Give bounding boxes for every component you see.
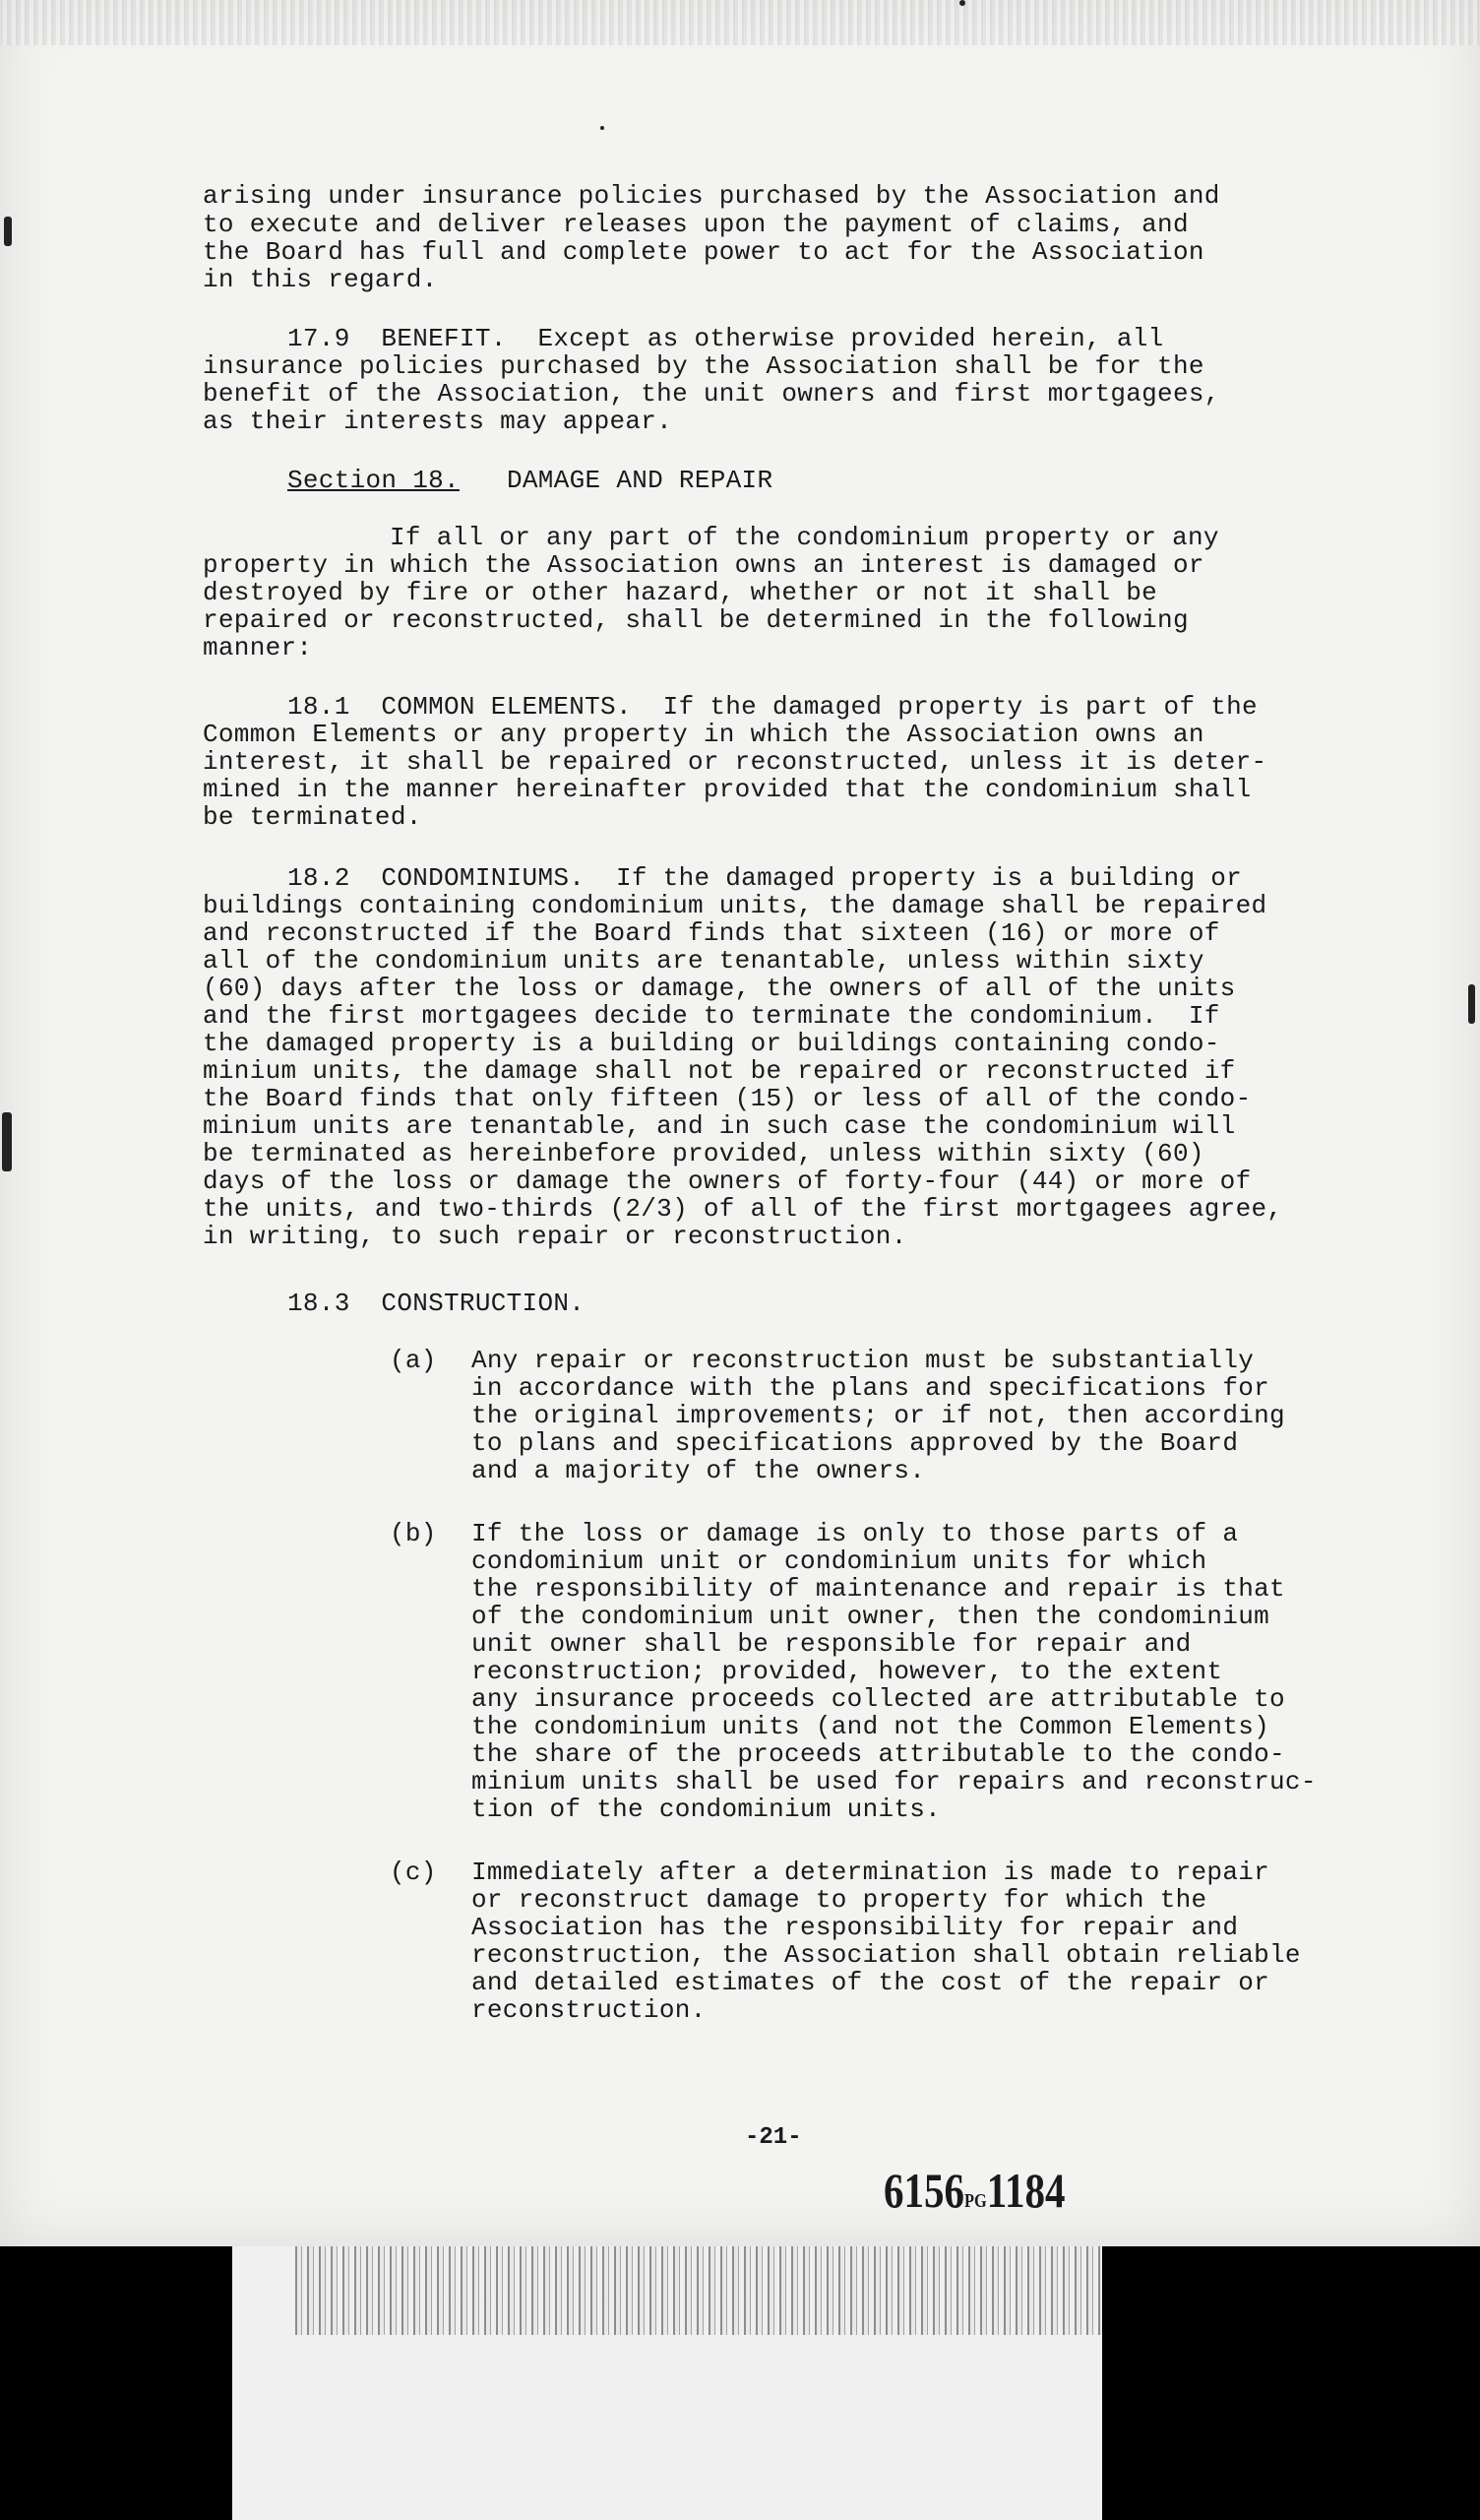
scan-speck (959, 0, 965, 6)
text-line: the Board finds that only fifteen (15) or less of all of the condo- (203, 1084, 1252, 1113)
text-line: If all or any part of the condominium property or any (390, 523, 1219, 552)
text-line: repaired or reconstructed, shall be determined in the following (203, 605, 1189, 635)
text-line: minium units shall be used for repairs and reconstruc- (471, 1767, 1317, 1796)
text-line: the units, and two-thirds (2/3) of all of the first mortgagees agree, (203, 1194, 1283, 1224)
text-line: arising under insurance policies purchased by the Association and (203, 181, 1220, 211)
text-line: of the condominium unit owner, then the condominium (471, 1602, 1270, 1631)
text-line: (c) (390, 1858, 437, 1887)
text-line: be terminated as hereinbefore provided, unless within sixty (60) (203, 1139, 1204, 1168)
text-line: as their interests may appear. (203, 407, 673, 436)
text-line: the damaged property is a building or buildings containing condo- (203, 1029, 1220, 1058)
text-line: condominium unit or condominium units for which (471, 1546, 1207, 1576)
text-line: destroyed by fire or other hazard, whether or not it shall be (203, 578, 1158, 607)
text-line: and the first mortgagees decide to terminate the condominium. If (203, 1001, 1220, 1031)
text-line: (a) (390, 1346, 437, 1375)
text-line: the original improvements; or if not, then according (471, 1401, 1285, 1430)
text-line: the Board has full and complete power to act for the Association (203, 237, 1204, 267)
text-line: 18.2 CONDOMINIUMS. If the damaged property is a building or (287, 863, 1243, 893)
text-line: be terminated. (203, 802, 422, 832)
text-line: reconstruction, the Association shall obtain reliable (471, 1940, 1301, 1970)
text-line: and reconstructed if the Board finds that sixteen (16) or more of (203, 918, 1220, 948)
scan-speck (600, 126, 604, 130)
text-line: benefit of the Association, the unit owners and first mortgagees, (203, 379, 1220, 409)
text-line: manner: (203, 633, 313, 662)
scan-speck (2, 1112, 12, 1171)
text-line: DAMAGE AND REPAIR (507, 466, 773, 495)
text-line: the responsibility of maintenance and repair is that (471, 1574, 1285, 1604)
text-line: in writing, to such repair or reconstruction. (203, 1222, 907, 1251)
text-line: reconstruction; provided, however, to the extent (471, 1657, 1223, 1686)
text-line: Any repair or reconstruction must be substantially (471, 1346, 1255, 1375)
text-line: to plans and specifications approved by the Board (471, 1428, 1239, 1458)
text-line: 18.1 COMMON ELEMENTS. If the damaged property is part of the (287, 692, 1258, 722)
text-line: in accordance with the plans and specifications for (471, 1373, 1270, 1403)
text-line: 17.9 BENEFIT. Except as otherwise provided herein, all (287, 324, 1164, 353)
text-line: days of the loss or damage the owners of forty-four (44) or more of (203, 1166, 1252, 1196)
scan-noise (295, 2246, 1102, 2335)
text-line: or reconstruct damage to property for which the (471, 1885, 1207, 1915)
book-number: 6156 (884, 2163, 964, 2218)
scan-speck (4, 217, 12, 246)
text-line: Common Elements or any property in which the Association owns an (203, 720, 1204, 749)
text-line: property in which the Association owns an interest is damaged or (203, 550, 1204, 580)
text-line: any insurance proceeds collected are attributable to (471, 1684, 1285, 1714)
text-line: Section 18. (287, 466, 460, 495)
text-line: the share of the proceeds attributable to the condo- (471, 1739, 1285, 1769)
page-number: -21- (745, 2124, 802, 2151)
text-line: minium units are tenantable, and in such case the condominium will (203, 1111, 1236, 1141)
text-line: insurance policies purchased by the Association shall be for the (203, 351, 1204, 381)
text-line: Immediately after a determination is made to repair (471, 1858, 1270, 1887)
text-line: the condominium units (and not the Common Elements) (471, 1712, 1270, 1741)
text-line: tion of the condominium units. (471, 1795, 942, 1824)
scan-speck (1468, 984, 1475, 1024)
text-line: unit owner shall be responsible for repair and (471, 1629, 1192, 1659)
text-line: 18.3 CONSTRUCTION. (287, 1289, 586, 1318)
text-line: mined in the manner hereinafter provided that the condominium shall (203, 775, 1252, 804)
book-separator: PG (964, 2190, 987, 2212)
text-line: (60) days after the loss or damage, the owners of all of the units (203, 974, 1236, 1003)
page-stamp-number: 1184 (986, 2163, 1066, 2218)
text-line: interest, it shall be repaired or reconstructed, unless it is deter- (203, 747, 1267, 777)
text-line: buildings containing condominium units, the damage shall be repaired (203, 891, 1267, 920)
text-line: reconstruction. (471, 1995, 707, 2025)
text-line: and detailed estimates of the cost of the repair or (471, 1968, 1270, 1997)
text-line: and a majority of the owners. (471, 1456, 926, 1485)
text-line: in this regard. (203, 265, 438, 294)
text-line: (b) (390, 1519, 437, 1548)
text-line: Association has the responsibility for repair and (471, 1913, 1239, 1942)
text-line: to execute and deliver releases upon the payment of claims, and (203, 210, 1189, 239)
text-line: minium units, the damage shall not be repaired or reconstructed if (203, 1056, 1236, 1086)
text-line: all of the condominium units are tenantable, unless within sixty (203, 946, 1204, 976)
text-line: If the loss or damage is only to those parts of a (471, 1519, 1239, 1548)
